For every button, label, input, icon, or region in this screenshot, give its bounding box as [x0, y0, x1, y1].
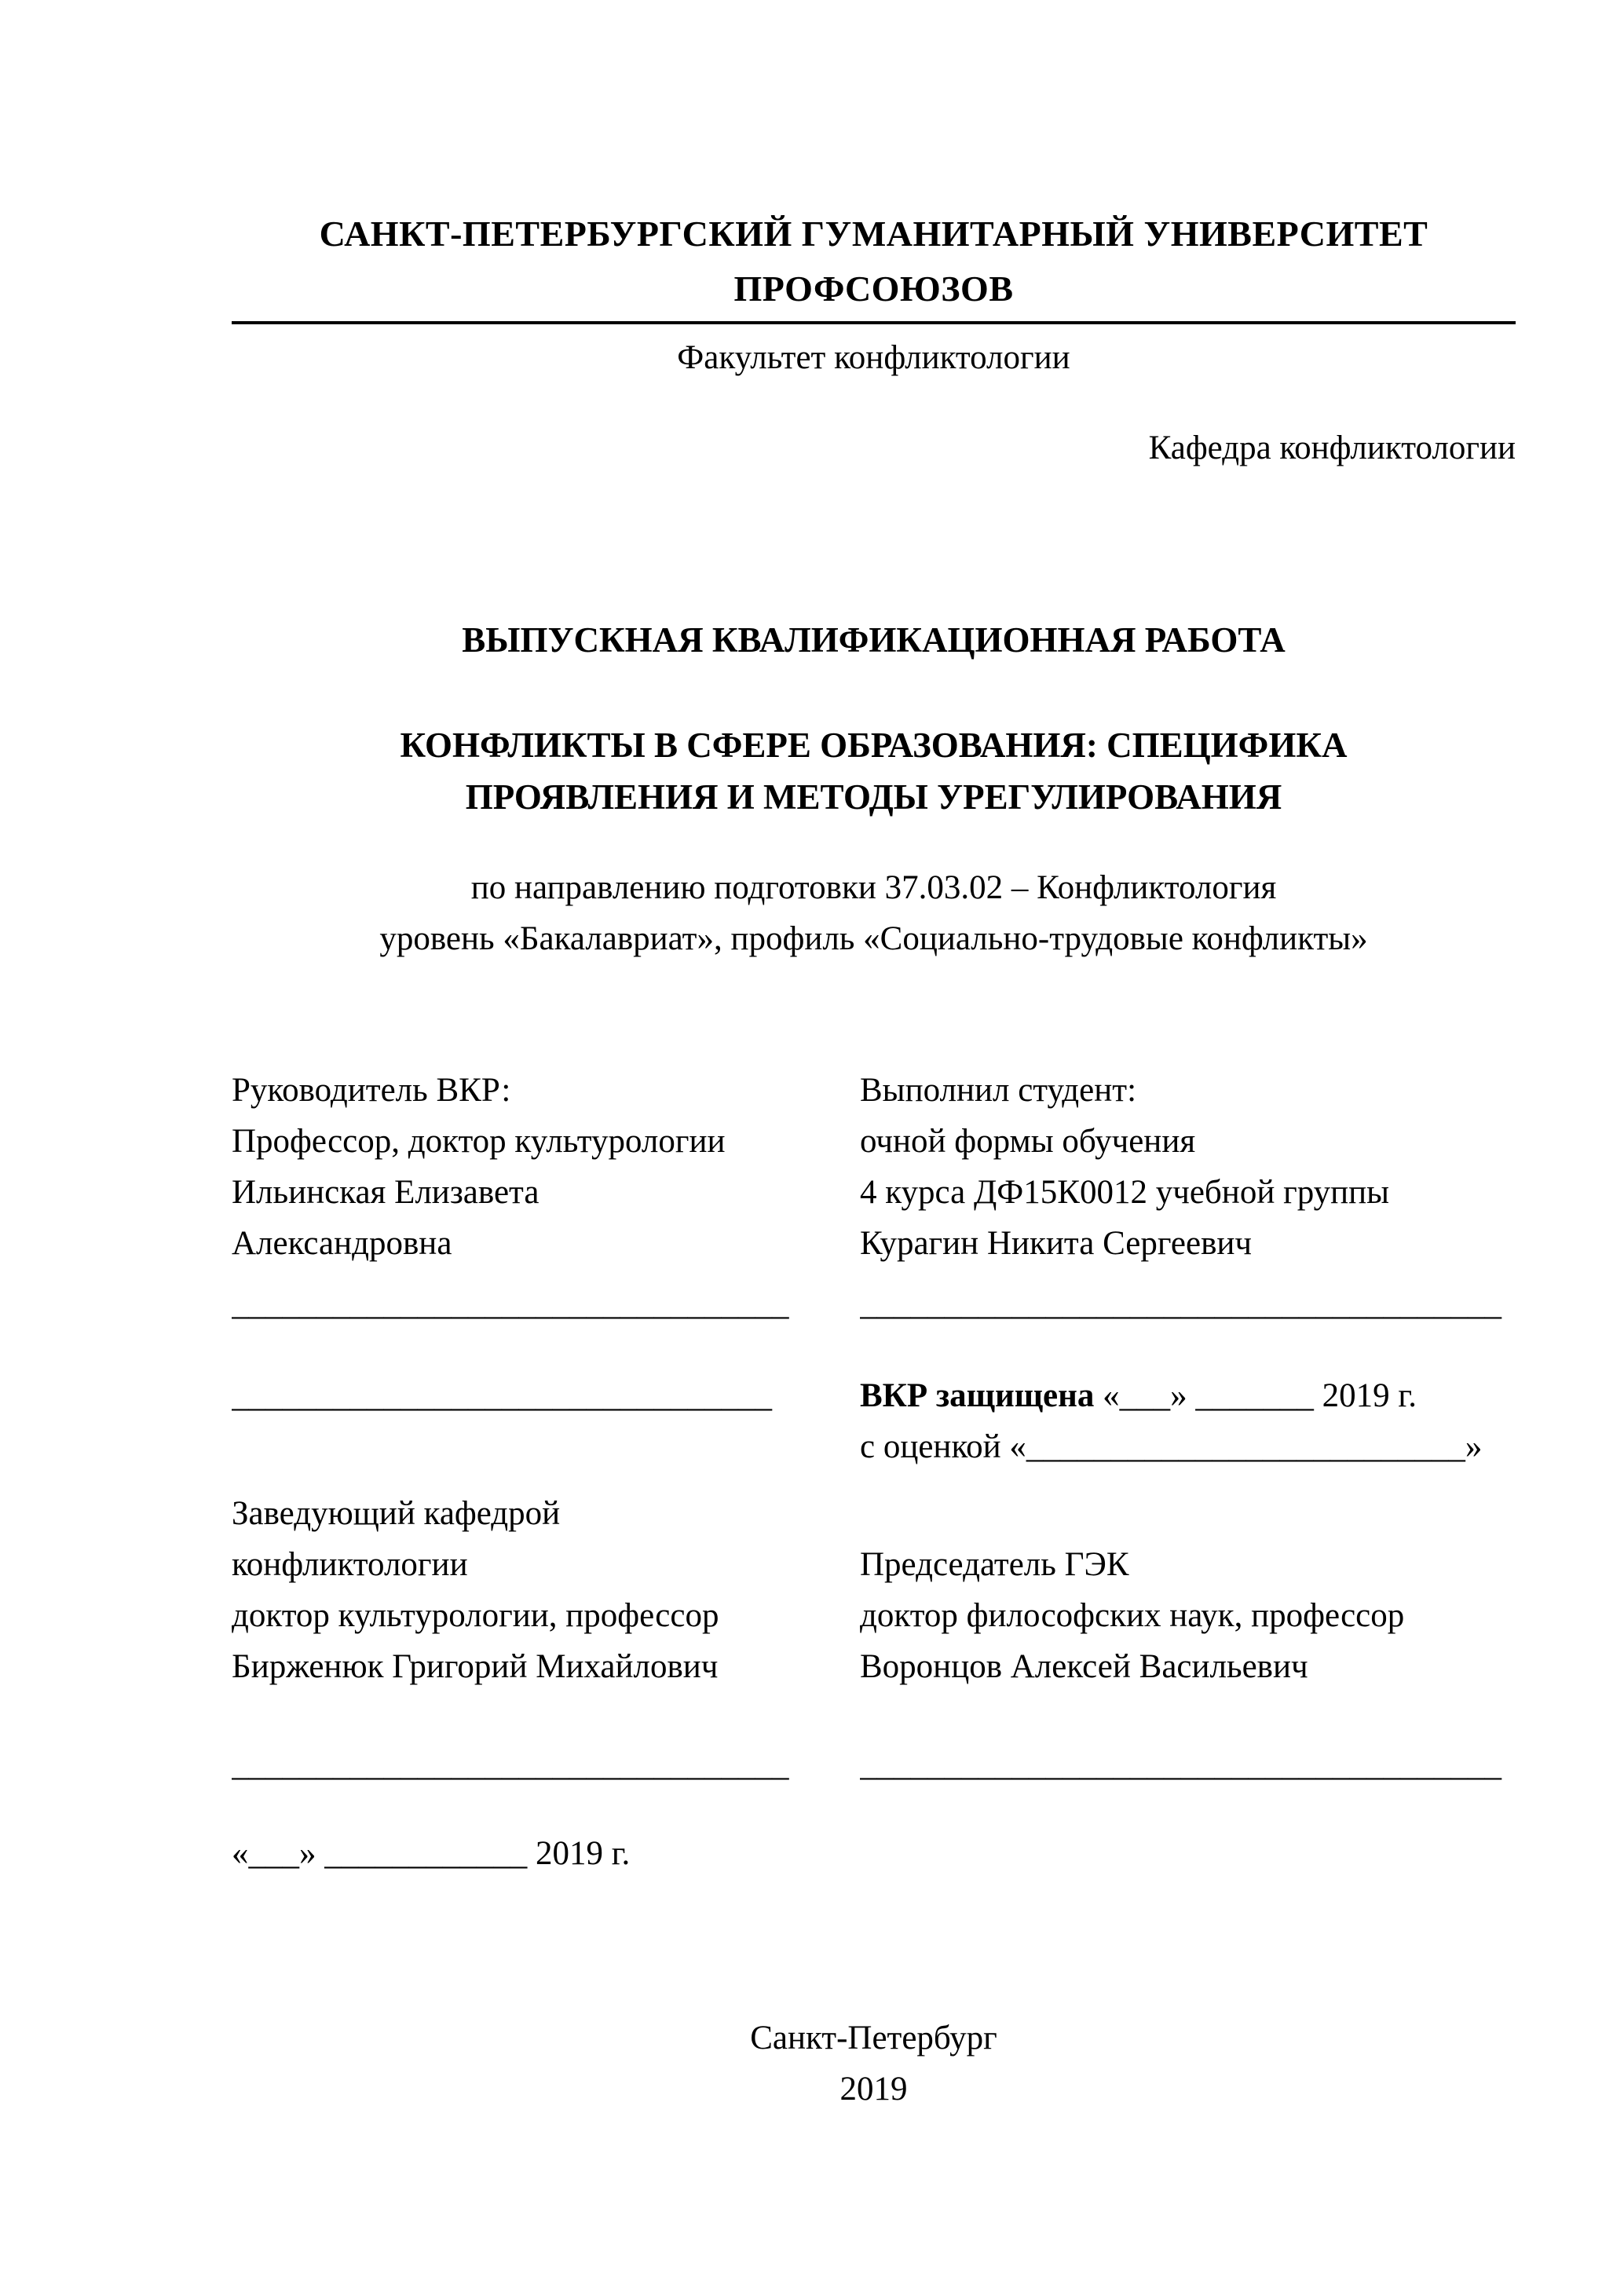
chair-name: Воронцов Алексей Васильевич: [860, 1648, 1308, 1685]
program-info: [232, 862, 1516, 964]
student-group: 4 курса ДФ15К0012 учебной группы: [860, 1174, 1390, 1211]
student-label: Выполнил студент:: [860, 1072, 1137, 1109]
thesis-title-line2: ПРОЯВЛЕНИЯ И МЕТОДЫ УРЕГУЛИРОВАНИЯ: [465, 777, 1282, 817]
work-type-title: ВЫПУСКНАЯ КВАЛИФИКАЦИОННАЯ РАБОТА: [462, 620, 1286, 660]
student-study-form: очной формы обучения: [860, 1123, 1196, 1160]
supervisor-signature-line: _________________________________: [232, 1285, 789, 1322]
signature-section: [232, 1065, 1516, 1879]
department-head-block: [232, 1488, 817, 1692]
defense-line: [860, 1370, 1516, 1421]
spacer: [860, 1488, 1516, 1539]
head-degree: доктор культурологии, профессор: [232, 1597, 719, 1634]
thesis-title: [232, 719, 1516, 823]
signature-row-1: [232, 1278, 1516, 1329]
defense-date-blank: «___» _______ 2019 г.: [1103, 1377, 1417, 1414]
date-line: «___» ____________ 2019 г.: [232, 1835, 631, 1872]
signature-row-2: [232, 1739, 1516, 1790]
program-direction: по направлению подготовки 37.03.02 – Конфликтология: [470, 869, 1277, 906]
department-name: Кафедра конфликтологии: [1148, 430, 1516, 466]
supervisor-block: [232, 1065, 817, 1269]
thesis-title-line1: КОНФЛИКТЫ В СФЕРЕ ОБРАЗОВАНИЯ: СПЕЦИФИКА: [400, 726, 1348, 765]
supervisor-label: Руководитель ВКР:: [232, 1072, 511, 1109]
people-row: [232, 1065, 1516, 1269]
university-name: [232, 207, 1516, 316]
head-title-line2: конфликтологии: [232, 1546, 468, 1583]
faculty-name: Факультет конфликтологии: [677, 339, 1070, 376]
year: 2019: [839, 2071, 908, 2108]
program-profile: уровень «Бакалавриат», профиль «Социально-трудовые конфликты»: [379, 920, 1368, 957]
header-rule: [232, 321, 1516, 324]
date-row-spacer: [860, 1828, 1516, 1879]
university-name-line2: ПРОФСОЮЗОВ: [733, 269, 1014, 309]
head-signature-line: _________________________________: [232, 1746, 789, 1783]
student-signature-line: ______________________________________: [860, 1285, 1501, 1322]
defense-label: ВКР защищена: [860, 1377, 1095, 1414]
document-header: [232, 207, 1516, 473]
gek-chair-block: [860, 1488, 1516, 1692]
chair-degree: доктор философских наук, профессор: [860, 1597, 1405, 1634]
head-title-line1: Заведующий кафедрой: [232, 1495, 561, 1532]
defense-row: [232, 1370, 1516, 1472]
student-block: [860, 1065, 1516, 1269]
date-row: [232, 1828, 1516, 1879]
city: Санкт-Петербург: [750, 2020, 997, 2057]
supervisor-name-line1: Ильинская Елизавета: [232, 1174, 540, 1211]
supervisor-degree: Профессор, доктор культурологии: [232, 1123, 726, 1160]
chair-signature-line: ______________________________________: [860, 1746, 1501, 1783]
head-name: Бирженюк Григорий Михайлович: [232, 1648, 719, 1685]
signature-line-left-2: ________________________________: [232, 1377, 772, 1414]
title-block: [232, 615, 1516, 964]
student-name: Курагин Никита Сергеевич: [860, 1225, 1253, 1262]
grade-line: с оценкой «__________________________»: [860, 1428, 1483, 1465]
chair-label: Председатель ГЭК: [860, 1546, 1129, 1583]
officials-row: [232, 1488, 1516, 1692]
defense-block: [860, 1370, 1516, 1472]
document-footer: [232, 2013, 1516, 2115]
university-name-line1: САНКТ-ПЕТЕРБУРГСКИЙ ГУМАНИТАРНЫЙ УНИВЕРСИТЕТ: [319, 214, 1428, 254]
supervisor-name-line2: Александровна: [232, 1225, 452, 1262]
